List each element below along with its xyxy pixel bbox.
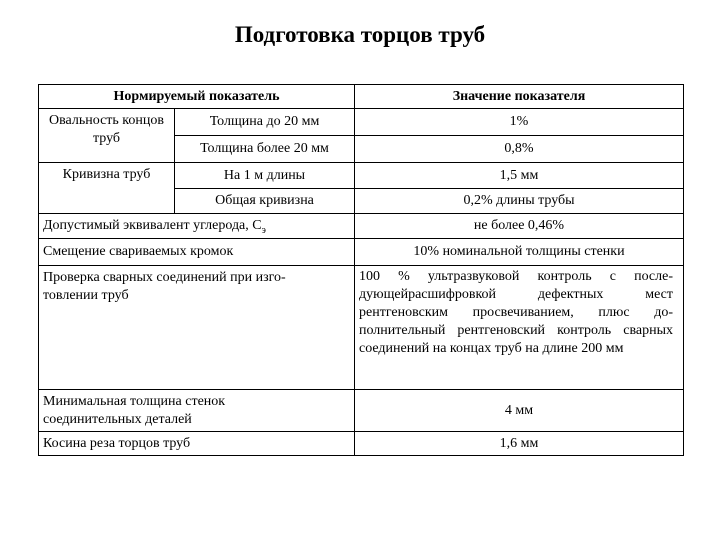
ovality-sub-2-value: 0,8% (355, 136, 684, 163)
table-row (39, 163, 684, 189)
edge-shift-value: 10% номинальной толщины стенки (355, 239, 684, 266)
table-header-row (39, 85, 684, 109)
ovality-sub-2-label: Толщина более 20 мм (175, 136, 355, 163)
pipe-end-table (38, 84, 684, 456)
table-row (39, 109, 684, 136)
curvature-sub-2-label: Общая кривизна (175, 189, 355, 214)
ovality-sub-1-value: 1% (355, 109, 684, 136)
carbon-label-text: Допустимый эквивалент углерода, С (43, 218, 262, 233)
page-title: Подготовка торцов труб (234, 22, 486, 47)
table-row (39, 239, 684, 266)
carbon-subscript: э (261, 224, 266, 236)
curvature-sub-1-label: На 1 м длины (175, 163, 355, 189)
edge-shift-label: Смещение свариваемых кромок (39, 239, 355, 266)
weld-check-value: 100 % ультразвуковой контроль с после-дующейрасшифровкой дефектных мест рентгеновским просвечиванием, плюс до-полнительный рентгеновский контроль сварных соединений на концах труб на длине 200 мм (355, 266, 684, 390)
bevel-label: Косина реза торцов труб (39, 432, 355, 456)
ovality-sub-1-label: Толщина до 20 мм (175, 109, 355, 136)
bevel-value: 1,6 мм (355, 432, 684, 456)
table-row (39, 390, 684, 432)
min-wall-label: Минимальная толщина стенок соединительных деталей (39, 390, 355, 432)
carbon-value: не более 0,46% (355, 214, 684, 239)
curvature-sub-1-value: 1,5 мм (355, 163, 684, 189)
ovality-label: Овальность концов труб (39, 109, 175, 163)
header-indicator: Нормируемый показатель (39, 85, 355, 109)
table-row (39, 266, 684, 390)
table-row (39, 432, 684, 456)
min-wall-value: 4 мм (355, 390, 684, 432)
table-row (39, 214, 684, 239)
curvature-label: Кривизна труб (39, 163, 175, 214)
curvature-sub-2-value: 0,2% длины трубы (355, 189, 684, 214)
header-value: Значение показателя (355, 85, 684, 109)
carbon-label (39, 214, 355, 239)
weld-check-label: Проверка сварных соединений при изго-товлении труб (39, 266, 355, 390)
